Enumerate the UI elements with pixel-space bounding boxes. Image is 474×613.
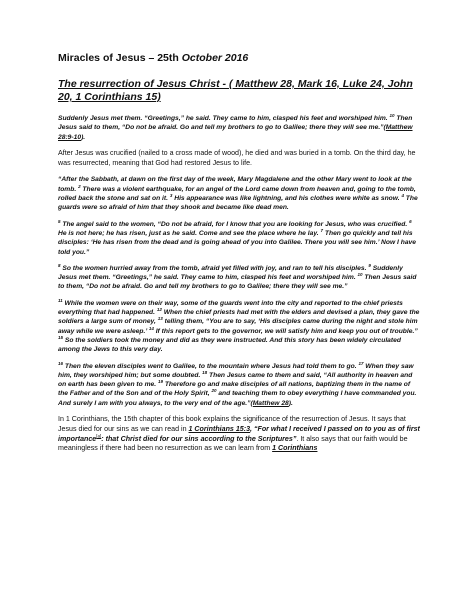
- text: Suddenly Jesus met them. “Greetings,” he said. They came to him, clasped his feet and worshiped him.: [58, 115, 390, 122]
- text: While the women were on their way, some of the guards went into the city and reported to the chief priests everything that had happened.: [58, 299, 403, 317]
- verse-number: 12: [156, 306, 162, 312]
- text: Therefore go and make disciples of all nations, baptizing them in the name of the Father and of the Son and of the Holy Spirit,: [58, 381, 411, 398]
- text: His appearance was like lightning, and his clothes were white as snow.: [172, 195, 402, 203]
- scripture-link[interactable]: 1 Corinthians: [272, 444, 318, 453]
- text: Suddenly Jesus met them. “Greetings,” he said. They came to him, clasped his feet and worshiped him.: [58, 264, 403, 282]
- text: In 1 Corinthians, the 15th chapter of this book explains the significance of the resurrection of Jesus. It says that Jesus died for our sins as we can read in: [58, 415, 406, 433]
- text: ).: [81, 133, 86, 141]
- verse-number: 20: [211, 388, 217, 394]
- text: If this report gets to the governor, we will satisfy him and keep you out of trouble.”: [153, 327, 418, 335]
- verse-number: 9: [368, 262, 371, 268]
- verse-number: 10: [389, 112, 395, 118]
- text: Then Jesus said to them, “Do not be afraid. Go and tell my brothers to go to Galilee; there they will see me.”: [58, 274, 417, 291]
- text: So the soldiers took the money and did as they were instructed. And this story has been widely circulated among the Jews to this very day.: [58, 336, 401, 354]
- verse-number: 16: [58, 360, 64, 366]
- scripture-paragraph-2: [58, 220, 420, 257]
- verse-number: 7: [320, 227, 324, 233]
- verse-number: 18: [202, 369, 208, 375]
- verse-number: 10: [357, 271, 363, 277]
- verse-number: 4: [401, 192, 404, 198]
- text: “After the Sabbath, at dawn on the first day of the week, Mary Magdalene and the other Mary went to look at the tomb.: [58, 176, 412, 193]
- text: The angel said to the women, “Do not be afraid, for I know that you are looking for Jesus, who was crucified.: [60, 220, 410, 228]
- text: The guards were so afraid of him that they shook and became like dead men.: [58, 195, 418, 212]
- verse-number: 3: [169, 192, 173, 198]
- verse-number: 14: [148, 325, 154, 331]
- verse-number: 8: [58, 262, 61, 268]
- title-main: Miracles of Jesus – 25th: [58, 52, 182, 64]
- document-page: [58, 52, 420, 461]
- scripture-link[interactable]: 1 Corinthians 15:3: [188, 424, 251, 433]
- text: Then Jesus came to them and said, “All authority in heaven and on earth has been given to me.: [58, 371, 413, 389]
- text: Then go quickly and tell his disciples: ‘He has risen from the dead and is going ahead of you into Galilee. There you will see him.’ Now I have told you.”: [58, 229, 416, 256]
- verse-number: 17: [358, 360, 364, 366]
- text: So the women hurried away from the tomb, afraid yet filled with joy, and ran to tell his disciples.: [60, 264, 369, 272]
- text: Then Jesus said to them, “Do not be afraid. Go and tell my brothers to go to Galilee; there they will see me.”(: [58, 115, 413, 132]
- text: When they saw him, they worshiped him; but some doubted.: [58, 362, 414, 379]
- quote-text: : that Christ died for our sins according to the Scriptures”: [101, 434, 297, 443]
- scripture-paragraph-4: [58, 299, 420, 355]
- quote-text: , “For what I received I passed on to you as of first importance: [58, 424, 420, 443]
- verse-number: 15: [58, 334, 64, 340]
- verse-number: 5: [58, 218, 61, 224]
- corinthians-paragraph: [58, 415, 420, 454]
- section-heading: The resurrection of Jesus Christ - ( Matthew 28, Mark 16, Luke 24, John 20, 1 Corinthians 15): [58, 78, 413, 103]
- verse-number: 19: [157, 378, 163, 384]
- title-date: October 2016: [181, 52, 249, 64]
- text: and teaching them to obey everything I have commanded you. And surely I am with you always, to the very end of the age.”(: [58, 390, 417, 407]
- text: . It also says that our faith would be meaningless if there had been no resurrection as we can learn from: [58, 434, 408, 453]
- scripture-paragraph-3: [58, 264, 420, 292]
- text: ).: [288, 399, 293, 407]
- verse-number: 11: [58, 297, 63, 303]
- verse-number: 6: [409, 218, 412, 224]
- footnote-link[interactable]: [a]: [96, 433, 102, 439]
- text: Then the eleven disciples went to Galilee, to the mountain where Jesus had told them to go.: [63, 362, 359, 370]
- intro-quote: [58, 114, 420, 142]
- text: telling them, “You are to say, ‘His disciples came during the night and stole him away while we were asleep.’: [58, 318, 418, 335]
- text: When the chief priests had met with the elders and devised a plan, they gave the soldiers a large sum of money,: [58, 309, 420, 326]
- text: He is not here; he has risen, just as he said. Come and see the place where he lay.: [58, 229, 321, 237]
- page-title: [58, 52, 420, 64]
- scripture-paragraph-5: [58, 362, 420, 408]
- verse-number: 2: [78, 183, 81, 189]
- verse-number: 13: [157, 316, 163, 322]
- scripture-paragraph-1: [58, 175, 420, 212]
- scripture-link[interactable]: Matthew 28: [252, 399, 289, 407]
- text: There was a violent earthquake, for an angel of the Lord came down from heaven and, going to the tomb, rolled back the stone and sat on it.: [58, 185, 416, 203]
- summary-paragraph: After Jesus was crucified (nailed to a cross made of wood), he died and was buried in a tomb. On the third day, he was resurrected, meaning that God had restored Jesus to life.: [58, 148, 416, 167]
- scripture-link[interactable]: Matthew 28:9-10: [58, 124, 413, 141]
